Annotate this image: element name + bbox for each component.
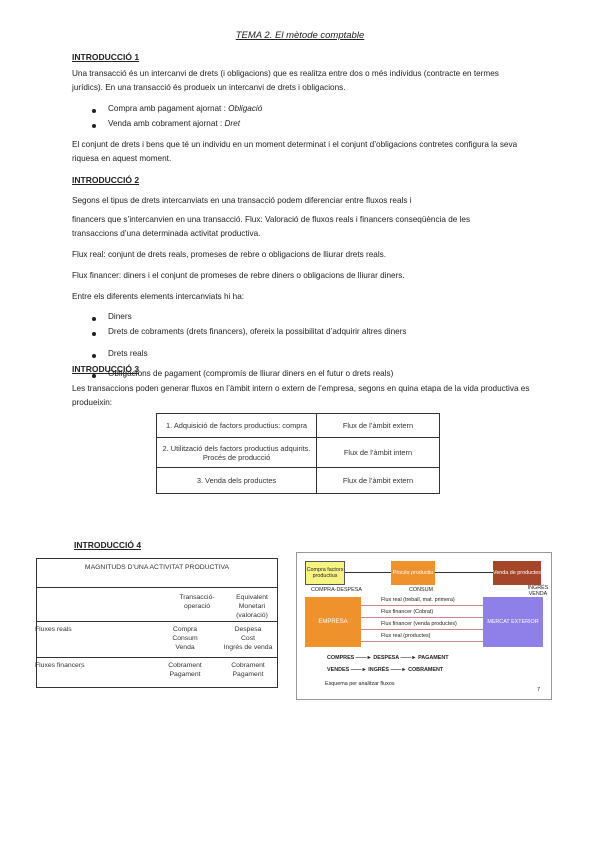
legend-row-2: VENDES ——► INGRÉS ——► COBRAMENT (327, 667, 444, 673)
bullet-dot (92, 374, 96, 378)
cell-text: Pagament (232, 671, 264, 678)
table-cell: Flux de l’àmbit extern (317, 414, 440, 438)
paragraph-transaction-definition: Una transacció és un intercanvi de drets (i obligacions) que es realitza entre dos o més individus (contracte en termes jurídics). En una transacció és produeix un intercanvi de drets i obligacions. (72, 69, 499, 92)
table-divider (37, 621, 277, 622)
cell-text: Consum (172, 635, 198, 642)
row1-equivalent (217, 625, 279, 652)
bullet-compra: Compra amb pagament ajornat : Obligació (108, 104, 263, 113)
flux-diagram (296, 552, 552, 700)
paragraph-flux-definition: financers que s’intercanvien en una transacció. Flux: Valoració de fluxos reals i financers conseqüència de les transaccions d’una determinada activitat productiva. (72, 215, 471, 238)
label-consum: CONSUM (409, 587, 433, 593)
heading-intro-4: INTRODUCCIÓ 4 (74, 540, 142, 550)
row2-equivalent (217, 661, 279, 679)
diagram-caption: Esquema per analitzar fluxos (325, 681, 395, 687)
table-row (157, 414, 440, 438)
table-cell: Flux de l’àmbit extern (317, 468, 440, 494)
flow-arrows (361, 597, 483, 647)
table-cell: 2. Utilització dels factors productius adquirits. Procés de producció (157, 438, 317, 468)
table-cell: 3. Venda dels productes (157, 468, 317, 494)
bullet-dot (92, 317, 96, 321)
cell-text: Cobrament (168, 662, 202, 669)
table-row (157, 438, 440, 468)
paragraph-fluxos-tipus: Segons el tipus de drets intercanviats en una transacció podem diferenciar entre fluxos reals i (72, 196, 412, 205)
flow-label: Flux financer (Cobrat) (381, 609, 434, 615)
cell-text: Despesa (234, 626, 262, 633)
flux-ambit-table (156, 413, 440, 494)
row-label-reals: Fluxes reals (35, 626, 72, 633)
flow-label: Flux real (productes) (381, 633, 431, 639)
row2-transaccions (145, 661, 225, 679)
paragraph-flux-financer: Flux financer: diners i el conjunt de promeses de rebre diners o obligacions de lliurar diners. (72, 271, 405, 280)
table-cell: Flux de l’àmbit intern (317, 438, 440, 468)
heading-intro-1: INTRODUCCIÓ 1 (72, 52, 140, 62)
table-row (157, 468, 440, 494)
col-header-equivalent: Equivalent Monetari (valoració) (236, 594, 268, 619)
paragraph-flux-real: Flux real: conjunt de drets reals, promeses de rebre o obligacions de lliurar drets reals. (72, 250, 387, 259)
flow-line (361, 617, 483, 618)
paragraph-riquesa: El conjunt de drets i bens que té un individu en un moment determinat i el conjunt d’obligacions contretes configura la seva riquesa en aquest moment. (72, 140, 518, 163)
bullet-diners: Diners (108, 312, 132, 321)
cell-text: Compra (172, 626, 198, 633)
bullet-dot (92, 354, 96, 358)
cell-text: Cost (241, 635, 255, 642)
flow-label: Flux financer (venda productes) (381, 621, 457, 627)
label-ingres: INGRÉS VENDA (527, 585, 549, 597)
box-proces: Procés productiu (391, 561, 435, 585)
bullet-dot (92, 109, 96, 113)
heading-intro-2: INTRODUCCIÓ 2 (72, 175, 140, 185)
cell-text: Pagament (169, 671, 201, 678)
cell-text: Venda (175, 644, 195, 651)
cell-text: Ingrés de venda (223, 644, 273, 651)
box-mercat: MERCAT EXTERIOR (483, 597, 543, 647)
label-compra-despesa: COMPRA-DESPESA (311, 587, 362, 593)
bullet-venda: Venda amb cobrament ajornat : Dret (108, 119, 240, 128)
arrow-line (435, 572, 493, 573)
table-cell: 1. Adquisició de factors productius: compra (157, 414, 317, 438)
cell-text: Cobrament (231, 662, 265, 669)
flow-label: Flux real (treball, mat. primera) (381, 597, 455, 603)
bullet-drets-reals: Drets reals (108, 349, 148, 358)
paragraph-fluxos-ambit: Les transaccions poden generar fluxos en l’àmbit intern o extern de l’empresa, segons en quina etapa de la vida productiva es produeixin: (72, 384, 530, 407)
page-title: TEMA 2. El mètode comptable (235, 30, 365, 41)
table-divider (37, 587, 277, 588)
box-venda: Venda de productes (493, 561, 541, 585)
magnitudes-title: MAGNITUDS D’UNA ACTIVITAT PRODUCTIVA (84, 564, 230, 571)
box-compra: Compra factors productius (305, 561, 345, 585)
paragraph-elements: Entre els diferents elements intercanviats hi ha: (72, 292, 245, 301)
flow-line (361, 629, 483, 630)
bullet-drets-cobrament: Drets de cobraments (drets financers), ofereix la possibilitat d’adquirir altres diners (108, 327, 407, 336)
heading-intro-3: INTRODUCCIÓ 3 (72, 364, 140, 374)
flow-line (361, 605, 483, 606)
row-label-financers: Fluxes financers (35, 662, 85, 669)
flow-line (361, 641, 483, 642)
arrow-line (345, 572, 391, 573)
magnitudes-table (36, 558, 278, 688)
bullet-obligacions: Obligacions de pagament (compromís de lliurar diners en el futur o drets reals) (108, 369, 394, 378)
box-empresa: EMPRESA (305, 597, 361, 647)
table-divider (37, 657, 277, 658)
bullet-dot (92, 332, 96, 336)
diagram-page-number: 7 (537, 687, 540, 693)
legend-row-1: COMPRES ——► DESPESA ——► PAGAMENT (327, 655, 449, 661)
row1-transaccions (145, 625, 225, 652)
bullet-dot (92, 124, 96, 128)
col-header-transaccio: Transacció-operació (179, 594, 215, 610)
